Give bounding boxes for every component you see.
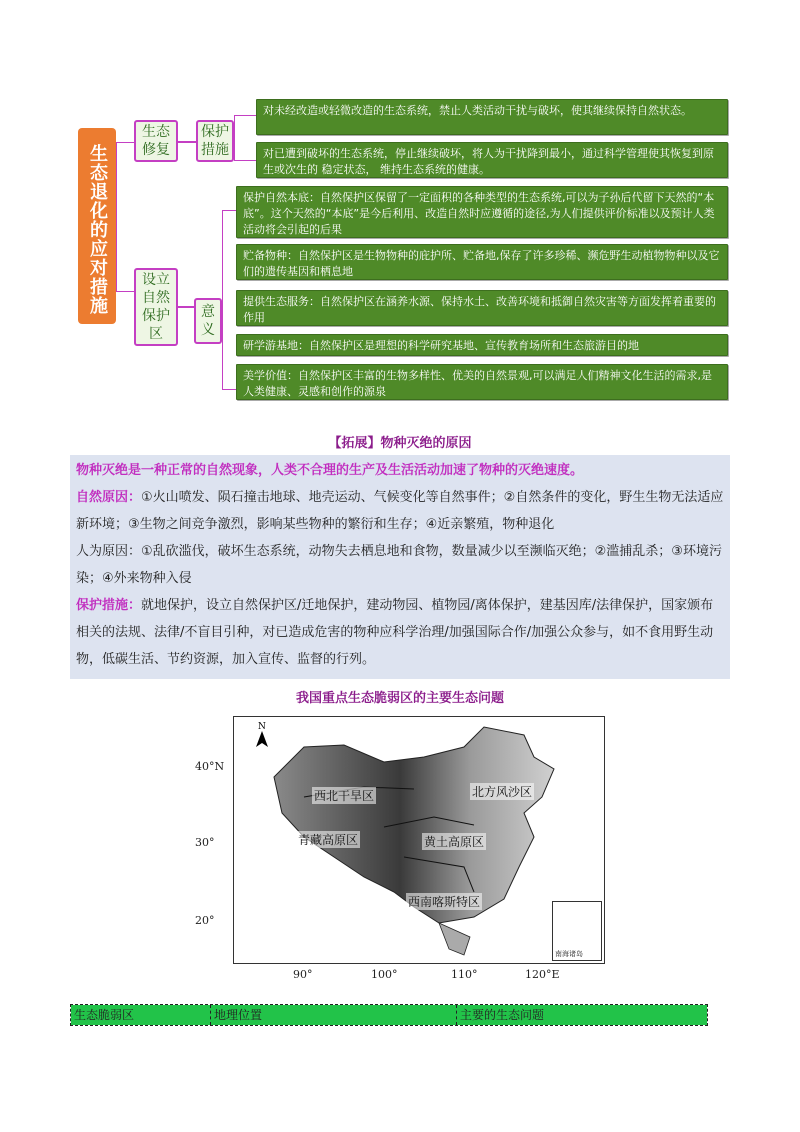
branch-nature-reserve: 设立自然保护区: [134, 268, 178, 346]
root-bracket: [116, 142, 134, 292]
leaf-ecological-services: 提供生态服务：自然保护区在涵养水源、保持水土、改善环境和抵御自然灾害等方面发挥着重要的作用: [236, 290, 728, 326]
leaf-nature-baseline: 保护自然本底：自然保护区保留了一定面积的各种类型的生态系统,可以为子孙后代留下天然的“本底”。这个天然的“本底”是今后利用、改造自然时应遵循的途径,为人们提供评价标准以及预计人类活动将会引起的后果: [236, 186, 728, 238]
branch-protection-measures: 保护措施: [196, 120, 234, 162]
leaf-aesthetic-value: 美学价值：自然保护区丰富的生物多样性、优美的自然景观,可以满足人们精神文化生活的需求,是人类健康、灵感和创作的源泉: [236, 364, 728, 400]
leaf-species-reserve: 贮备物种：自然保护区是生物物种的庇护所、贮备地,保存了许多珍稀、濒危野生动植物物种以及它们的遗传基因和栖息地: [236, 244, 728, 280]
table-header-location: 地理位置: [211, 1005, 457, 1025]
table-header-problems: 主要的生态问题: [457, 1005, 707, 1025]
map-frame: [233, 716, 605, 964]
lon-label-110: 110°: [451, 968, 478, 981]
south-china-sea-inset: [552, 901, 602, 961]
lat-label-40: 40°N: [195, 760, 225, 773]
mind-map-root: 生态退化的应对措施: [78, 128, 116, 324]
table-header-region: 生态脆弱区: [71, 1005, 211, 1025]
branch-significance: 意义: [194, 298, 222, 344]
leaf-bracket-2: [222, 210, 236, 390]
connector: [178, 141, 196, 143]
north-arrow-icon: [256, 731, 268, 747]
protection-measures-label: 保护措施：: [76, 598, 142, 613]
human-causes-text: 人为原因：①乱砍滥伐，破坏生态系统，动物失去栖息地和食物，数量减少以至濒临灭绝；②滥捕乱杀；③环境污染；④外来物种入侵: [76, 544, 722, 586]
inset-label: 南海诸岛: [555, 950, 583, 958]
extension-lead: 物种灭绝是一种正常的自然现象，人类不合理的生产及生活活动加速了物种的灭绝速度。: [76, 463, 584, 478]
map-title: 我国重点生态脆弱区的主要生态问题: [295, 691, 504, 706]
natural-causes-text: ①火山喷发、陨石撞击地球、地壳运动、气候变化等自然事件；②自然条件的变化，野生生物无法适应新环境；③生物之间竞争激烈，影响某些物种的繁衍和生存；④近亲繁殖，物种退化: [76, 490, 724, 532]
connector: [178, 306, 194, 308]
region-north-sand: 北方风沙区: [472, 785, 533, 799]
extension-box: [70, 455, 730, 679]
region-northwest-arid: 西北干旱区: [314, 789, 375, 803]
leaf-study-tour-base: 研学游基地：自然保护区是理想的科学研究基地、宣传教育场所和生态旅游目的地: [236, 334, 728, 356]
extension-title: 【拓展】物种灭绝的原因: [328, 436, 472, 451]
lat-label-20: 20°: [195, 914, 215, 927]
north-label: N: [258, 722, 266, 732]
leaf-bracket-1: [234, 115, 256, 161]
region-southwest-karst: 西南喀斯特区: [408, 895, 481, 909]
china-map: [195, 712, 615, 987]
lon-label-100: 100°: [371, 968, 398, 981]
leaf-protect-natural: 对未经改造或轻微改造的生态系统，禁止人类活动干扰与破坏，使其继续保持自然状态。: [256, 99, 728, 135]
lat-label-30: 30°: [195, 836, 215, 849]
branch-ecological-restoration: 生态修复: [134, 120, 178, 162]
leaf-restore-damaged: 对已遭到破坏的生态系统，停止继续破坏，将人为干扰降到最小，通过科学管理使其恢复到原生或次生的 稳定状态， 维持生态系统的健康。: [256, 142, 728, 178]
lon-label-120: 120°E: [525, 968, 560, 981]
region-loess-plateau: 黄土高原区: [424, 835, 485, 849]
region-qinghai-tibet: 青藏高原区: [298, 833, 359, 847]
natural-causes-label: 自然原因：: [76, 490, 142, 505]
ecology-table-header: [70, 1004, 708, 1026]
protection-measures-text: 就地保护，设立自然保护区/迁地保护，建动物园、植物园/离体保护，建基因库/法律保护，国家颁布相关的法规、法律/不盲目引种，对已造成危害的物种应科学治理/加强国际合作/加强公众参与，如不食用野生动物，低碳生活、节约资源，加入宣传、监督的行列。: [76, 598, 714, 667]
mind-map: [0, 0, 800, 420]
lon-label-90: 90°: [293, 968, 313, 981]
map-shape: [234, 717, 606, 965]
